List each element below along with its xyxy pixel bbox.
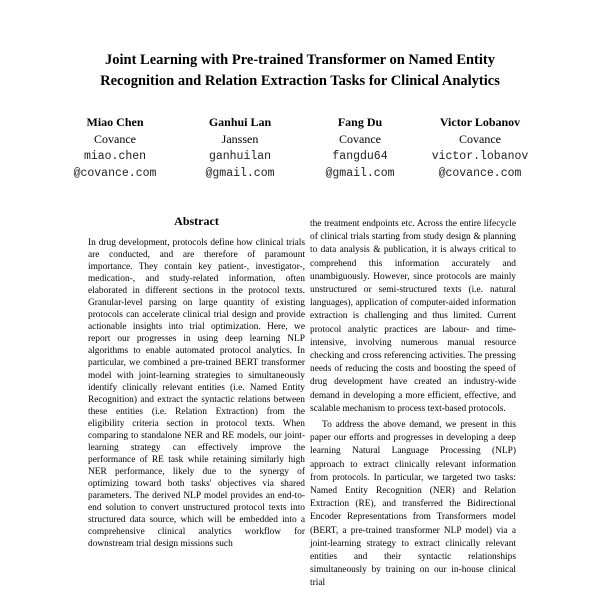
author-email-line2: @covance.com bbox=[73, 167, 157, 180]
introduction-column bbox=[310, 218, 516, 591]
author-name: Miao Chen bbox=[86, 115, 144, 129]
author-email-line1: miao.chen bbox=[83, 150, 147, 163]
author-email-line1: ganhuilan bbox=[208, 150, 272, 163]
author-name: Fang Du bbox=[337, 115, 383, 129]
body-paragraph-2: To address the above demand, we present in this paper our efforts and progresses in developing a deep learning Natural Language Processing (NLP) approach to extract clinically relevant information from protocols. In particular, we targeted two tasks: Named Entity Recognition (NER) and Relation Extraction (RE), and transferred the Bidirectional Encoder Representations from Transformers model (BERT, a pre-trained transformer NLP model) via a joint-learning strategy to extract clinically relevant entities and their syntactic relationships simultaneously by training on our in-house clinical trial bbox=[310, 420, 516, 589]
author-affiliation: Janssen bbox=[221, 132, 259, 146]
author-affiliation: Covance bbox=[339, 132, 381, 146]
abstract-text: In drug development, protocols define how clinical trials are conducted, and are therefore of paramount importance. They contain key patient-, investigator-, medication-, and study-related information, often elaborated in different sections in the protocol texts. Granular-level parsing on large quantity of existing protocols can accelerate clinical trial design and provide actionable insights into trial optimization. Here, we report our progresses in using deep learning NLP algorithms to enable automated protocol analytics. In particular, we combined a pre-trained BERT transformer model with joint-learning strategies to simultaneously identify clinically relevant entities (i.e. Named Entity Recognition) and extract the syntactic relations between these entities (i.e. Relation Extraction) from the eligibility criteria section in protocol texts. When comparing to standalone NER and RE models, our joint-learning strategy can effectively improve the performance of RE task while retaining similarly high NER performance, likely due to the synergy of optimizing toward both tasks' objectives via shared parameters. The derived NLP model provides an end-to-end solution to convert unstructured protocol texts into structured data source, which will be embedded into a comprehensive clinical analytics workflow for downstream trial design missions such bbox=[88, 238, 305, 550]
author-email-line2: @covance.com bbox=[438, 167, 522, 180]
author-name: Ganhui Lan bbox=[208, 115, 272, 129]
abstract-heading: Abstract bbox=[174, 214, 219, 228]
title-line-2: Recognition and Relation Extraction Tasks for Clinical Analytics bbox=[100, 73, 500, 89]
author-block bbox=[40, 114, 580, 204]
author-affiliation: Covance bbox=[459, 132, 501, 146]
author-affiliation: Covance bbox=[94, 132, 136, 146]
author-email-line1: fangdu64 bbox=[332, 150, 388, 163]
title-line-1: Joint Learning with Pre-trained Transformer on Named Entity bbox=[104, 52, 495, 68]
body-paragraph-1: the treatment endpoints etc. Across the entire lifecycle of clinical trials starting from study design & planning to data analysis & publication, it is always critical to comprehend this information accurately and unambiguously. However, since protocols are mainly unstructured or semi-structured texts (i.e. natural languages), application of computer-aided information extraction is challenging and thus limited. Current protocol analytic practices are labour- and time-intensive, involving numerous manual resource checking and cross referencing activities. The pressing needs of reducing the costs and boosting the speed of drug development have created an industry-wide demand in developing a more efficient, effective, and scalable mechanism to process text-based protocols. bbox=[310, 219, 516, 414]
paper-title bbox=[0, 50, 600, 92]
author-email-line1: victor.lobanov bbox=[431, 150, 529, 163]
author-4 bbox=[405, 114, 555, 182]
author-name: Victor Lobanov bbox=[439, 115, 521, 129]
author-email-line2: @gmail.com bbox=[325, 167, 395, 180]
abstract-section bbox=[88, 213, 305, 550]
author-email-line2: @gmail.com bbox=[205, 167, 275, 180]
